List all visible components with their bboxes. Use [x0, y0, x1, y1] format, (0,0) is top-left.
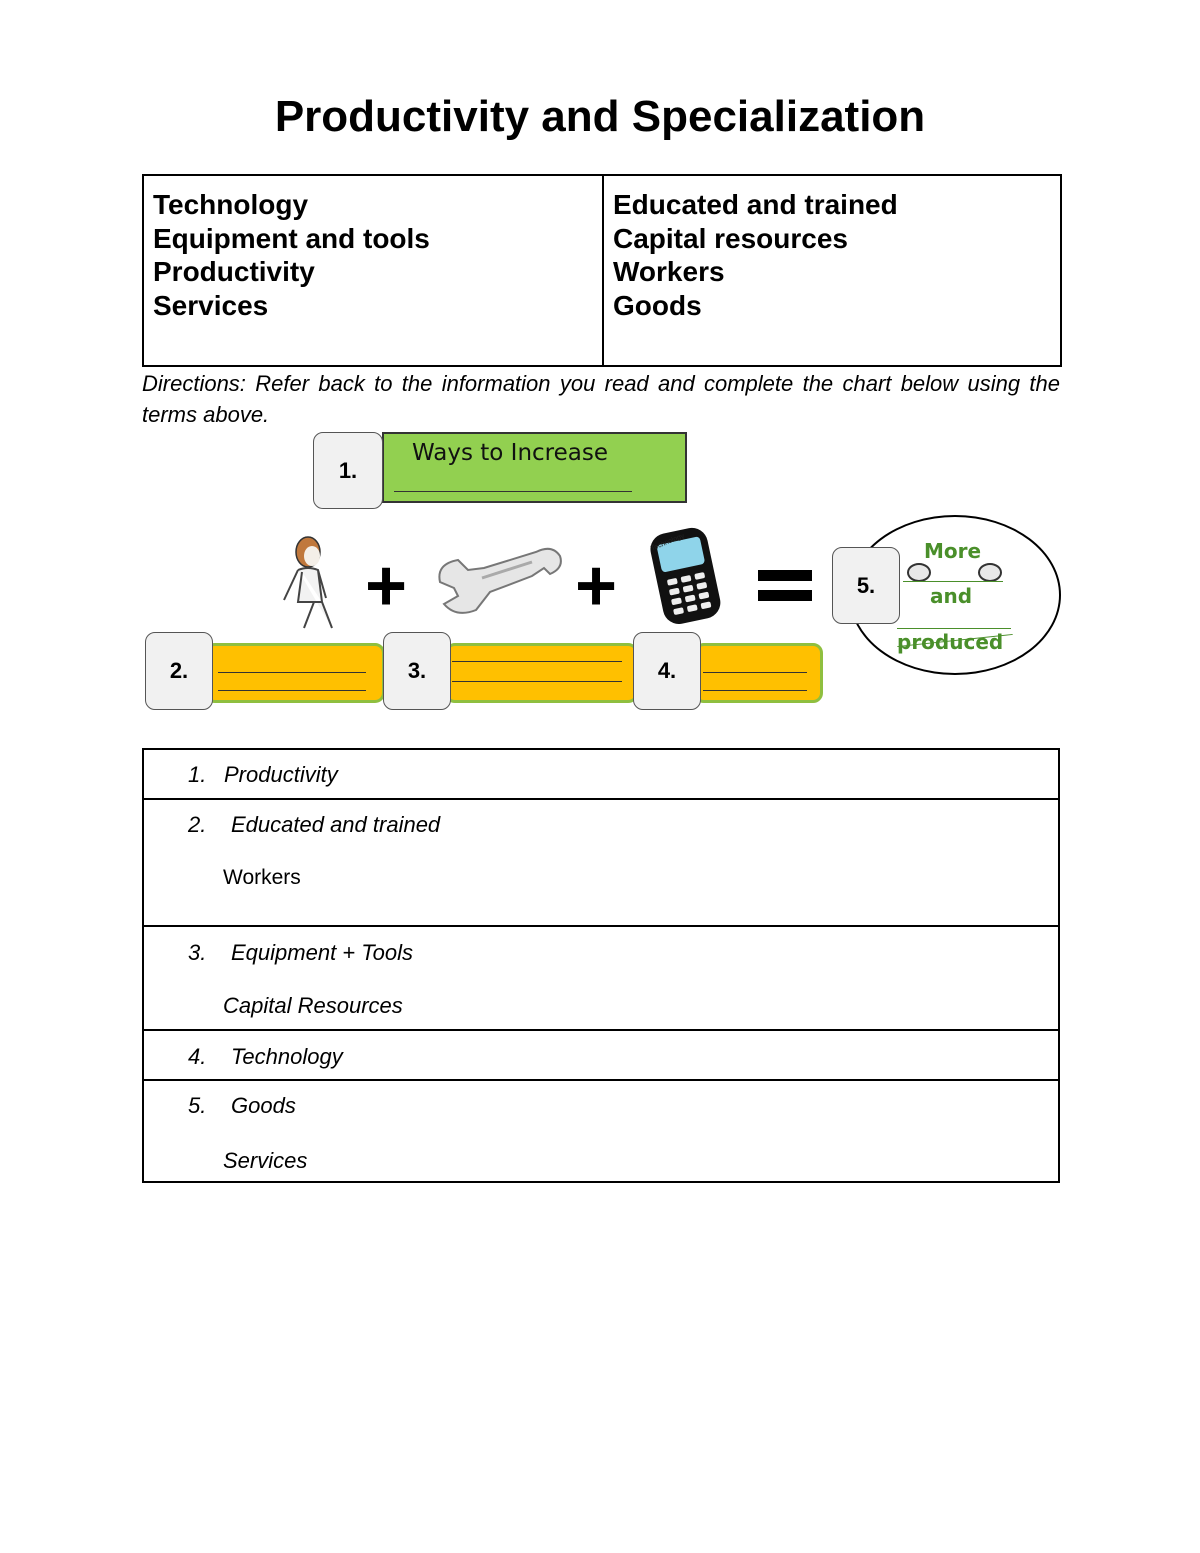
wrench-icon [432, 538, 568, 622]
answer-blank-2a [218, 672, 366, 673]
answer-secondary: Services [223, 1148, 308, 1173]
answer-blank-2b [218, 690, 366, 691]
answer-bar-4 [694, 643, 823, 703]
answer-blank-5b [897, 628, 1011, 629]
circle-and-label: and [930, 584, 973, 608]
phone-label: Technology [649, 532, 686, 553]
answer-blank-4a [703, 672, 807, 673]
word-bank-term: Workers [613, 256, 725, 287]
ways-to-increase-label: Ways to Increase [412, 440, 609, 466]
answer-primary: Productivity [224, 762, 338, 787]
answer-bar-2 [205, 643, 385, 703]
word-bank-term: Equipment and tools [153, 222, 430, 254]
answer-row [143, 799, 1059, 926]
word-bank-left-column [144, 176, 602, 365]
circle-more-label: More [924, 539, 982, 563]
answer-primary: Educated and trained [231, 812, 441, 837]
answer-number: 4. [188, 1044, 207, 1069]
answer-row [143, 749, 1059, 799]
worker-icon [268, 530, 348, 630]
number-box-4: 4. [633, 632, 701, 710]
plus-sign-icon: + [365, 546, 408, 626]
answer-number: 5. [188, 1093, 207, 1118]
word-bank-term: Educated and trained [613, 189, 898, 220]
circle-produced-label: produced [897, 630, 1004, 654]
word-bank-right-column [602, 176, 1060, 365]
plus-sign-icon: + [575, 546, 618, 626]
answer-blank-3a [452, 661, 622, 662]
answer-primary: Goods [231, 1093, 296, 1118]
answers-table [142, 748, 1060, 1183]
word-bank [142, 174, 1062, 367]
answer-blank-3b [452, 681, 622, 682]
answer-primary: Equipment + Tools [231, 940, 414, 965]
equals-sign-icon [758, 590, 812, 601]
equals-sign-icon [758, 570, 812, 581]
blank-circle-icon [907, 563, 931, 582]
page-title: Productivity and Specialization [274, 92, 926, 141]
answer-bar-3 [445, 643, 638, 703]
answer-blank-4b [703, 690, 807, 691]
word-bank-term: Productivity [153, 256, 315, 287]
answer-row [143, 926, 1059, 1030]
answer-secondary: Capital Resources [223, 993, 403, 1018]
directions-text: Directions: Refer back to the information you read and complete the chart below using the terms above. [142, 371, 1060, 427]
answer-primary: Technology [231, 1044, 343, 1069]
number-box-3: 3. [383, 632, 451, 710]
number-box-5: 5. [832, 547, 900, 624]
answer-row [143, 1030, 1059, 1080]
word-bank-term: Services [153, 289, 269, 321]
answer-number: 1. [188, 762, 207, 787]
answer-blank-5a [903, 581, 1003, 582]
word-bank-term: Goods [613, 289, 702, 321]
word-bank-term: Technology [153, 189, 309, 220]
number-box-2: 2. [145, 632, 213, 710]
number-box-1: 1. [313, 432, 383, 509]
answer-row [143, 1080, 1059, 1182]
answer-blank-1 [394, 491, 632, 492]
answer-secondary: Workers [223, 866, 301, 889]
blank-circle-icon [978, 563, 1002, 582]
answer-number: 3. [188, 940, 207, 965]
answer-number: 2. [188, 812, 207, 837]
word-bank-term: Capital resources [613, 222, 848, 254]
